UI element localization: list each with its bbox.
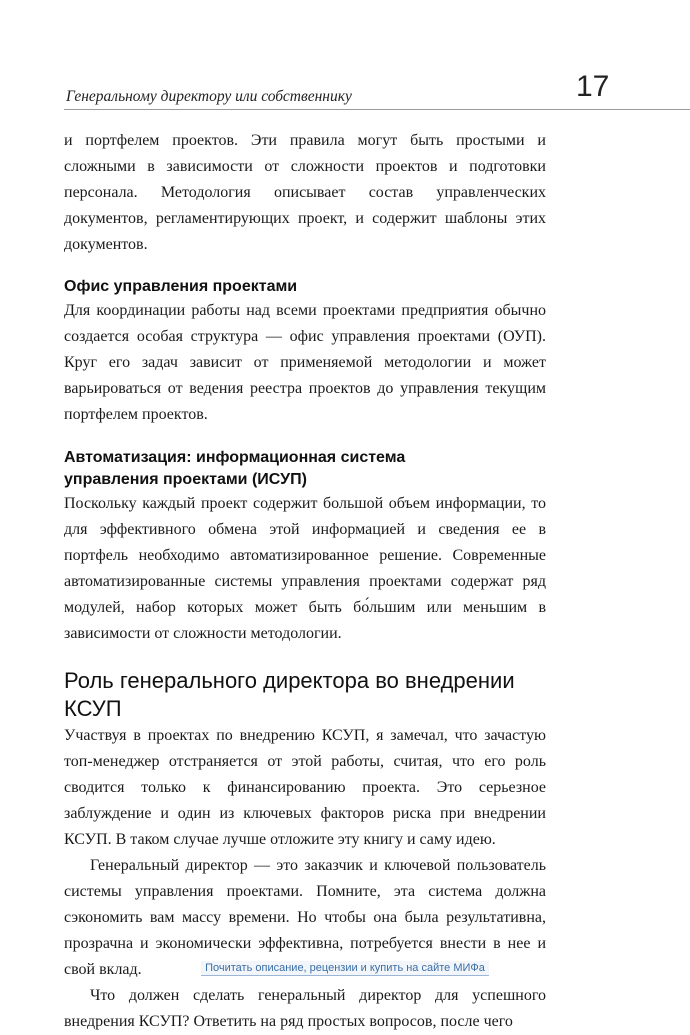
- automation-paragraph: Поскольку каждый проект содержит большой объем информации, то для эффективного обмена этой информацией и сведения ее в портфель необходимо автоматизированное решение. Современные автоматизированные системы управления проектами содержат ряд модулей, набор которых может быть бо́льшим или меньшим в зависимости от сложности методологии.: [64, 495, 546, 642]
- header-divider: [64, 109, 690, 110]
- heading-line-2: управления проектами (ИСУП): [64, 471, 307, 488]
- page-body: [64, 128, 546, 1035]
- section-heading-pmo: Офис управления проектами: [64, 278, 298, 295]
- heading-line-1: Автоматизация: информационная система: [64, 449, 406, 466]
- ceo-paragraph-1: Участвуя в проектах по внедрению КСУП, я замечал, что зачастую топ-менеджер отстраняется от этой работы, считая, что его роль сводится только к финансированию проекта. Это серьезное заблуждение и один из ключевых факторов риска при внедрении КСУП. В таком случае лучше отложите эту книгу и саму идею.: [64, 727, 546, 848]
- pmo-paragraph: Для координации работы над всеми проектами предприятия обычно создается особая структура — офис управления проектами (ОУП). Круг его задач зависит от применяемой методологии и может варьироваться от ведения реестра проектов до управления текущим портфелем проектов.: [64, 302, 546, 423]
- section-heading-automation: [64, 447, 546, 491]
- ceo-paragraph-2: Генеральный директор — это заказчик и ключевой пользователь системы управления проектами. Помните, эта система должна сэкономить вам массу времени. Но чтобы она была результативна, прозрачна и экономически эффективна, потребуется внести в нее и свой вклад.: [64, 857, 546, 978]
- ceo-paragraph-3: Что должен сделать генеральный директор для успешного внедрения КСУП? Ответить на ряд простых вопросов, после чего: [64, 987, 546, 1030]
- running-title: Генеральному директору или собственнику: [66, 88, 352, 105]
- footer: [0, 958, 690, 976]
- page-number: 17: [576, 70, 610, 103]
- buy-on-mif-link[interactable]: Почитать описание, рецензии и купить на сайте МИФа: [201, 961, 489, 976]
- section-heading-ceo-role: Роль генерального директора во внедрении КСУП: [64, 668, 515, 721]
- intro-paragraph: и портфелем проектов. Эти правила могут быть простыми и сложными в зависимости от сложности проектов и подготовки персонала. Методология описывает состав управленческих документов, регламентирующих проект, и содержит шаблоны этих документов.: [64, 132, 546, 253]
